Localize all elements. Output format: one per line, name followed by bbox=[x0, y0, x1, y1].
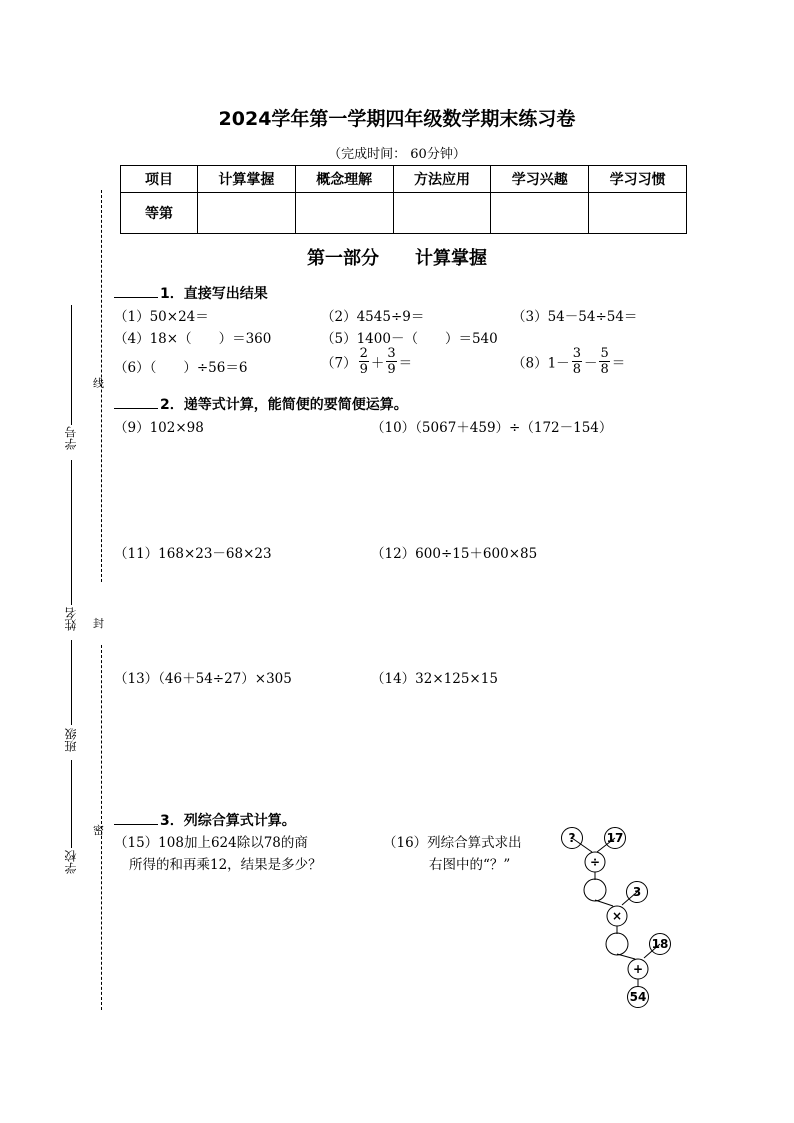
margin-mark-mi: 密 bbox=[93, 824, 104, 837]
q7-suffix: ＝ bbox=[398, 355, 413, 372]
empty-node bbox=[606, 933, 628, 955]
empty-node bbox=[584, 879, 606, 901]
header-cell-habit: 学习习惯 bbox=[589, 166, 687, 193]
section3-title-text: 3．列综合算式计算。 bbox=[160, 813, 296, 829]
operation-diagram bbox=[555, 822, 685, 1014]
class-line bbox=[71, 640, 72, 725]
question-12: （12）600÷15＋600×85 bbox=[371, 546, 538, 562]
score-table bbox=[120, 165, 687, 234]
header-cell-method: 方法应用 bbox=[393, 166, 491, 193]
question-10: （10）（5067＋459）÷（172－154） bbox=[371, 420, 613, 436]
question-3: （3）54－54÷54＝ bbox=[512, 309, 638, 325]
q8-fraction-2 bbox=[599, 346, 609, 377]
grade-cell-method[interactable] bbox=[393, 193, 491, 234]
class-label: 班级 bbox=[64, 728, 78, 752]
question-13: （13）（46＋54÷27）×305 bbox=[114, 671, 292, 687]
diagram-plus-sign: + bbox=[632, 962, 644, 976]
header-cell-item: 项目 bbox=[121, 166, 198, 193]
student-id-label: 学号 bbox=[64, 426, 78, 450]
student-id-line bbox=[71, 305, 72, 425]
page-title: 2024学年第一学期四年级数学期末练习卷 bbox=[218, 108, 576, 130]
grade-cell-habit[interactable] bbox=[589, 193, 687, 234]
question-7 bbox=[321, 346, 412, 377]
diagram-number-18: 18 bbox=[651, 937, 669, 951]
section2-title bbox=[114, 394, 408, 414]
q8-f1-num: 3 bbox=[572, 346, 581, 361]
diagram-multiply-sign: × bbox=[611, 909, 623, 923]
q8-prefix: （8）1－ bbox=[512, 355, 570, 372]
q7-f1-num: 2 bbox=[359, 346, 368, 361]
question-16-line1: （16）列综合算式求出 bbox=[383, 835, 522, 851]
q8-suffix: ＝ bbox=[611, 355, 626, 372]
question-11: （11）168×23－68×23 bbox=[114, 546, 272, 562]
q7-op: ＋ bbox=[370, 355, 385, 372]
name-label: 姓名 bbox=[64, 607, 78, 631]
question-5: （5）1400－（ ）＝540 bbox=[321, 331, 498, 347]
q7-fraction-2 bbox=[386, 346, 396, 377]
q7-f1-den: 9 bbox=[359, 362, 368, 377]
question-15-line1: （15）108加上624除以78的商 bbox=[114, 835, 308, 851]
question-6: （6）（ ）÷56＝6 bbox=[114, 360, 248, 376]
question-16-line2: 右图中的“？” bbox=[429, 857, 511, 873]
grade-cell-concept[interactable] bbox=[295, 193, 393, 234]
grade-cell-calc[interactable] bbox=[198, 193, 296, 234]
q8-f2-den: 8 bbox=[600, 362, 609, 377]
grade-cell-interest[interactable] bbox=[491, 193, 589, 234]
section1-title-text: 1．直接写出结果 bbox=[160, 286, 268, 302]
q7-prefix: （7） bbox=[321, 355, 357, 372]
margin-mark-xian: 线 bbox=[93, 377, 104, 390]
header-cell-interest: 学习兴趣 bbox=[491, 166, 589, 193]
q7-fraction-1 bbox=[359, 346, 369, 377]
school-label: 学校 bbox=[64, 850, 78, 874]
question-15-line2: 所得的和再乘12，结果是多少？ bbox=[129, 857, 322, 873]
row-label-grade: 等第 bbox=[121, 193, 198, 234]
part1-title: 第一部分 计算掌握 bbox=[307, 248, 487, 269]
margin-mark-feng: 封 bbox=[93, 617, 104, 630]
question-8 bbox=[512, 346, 625, 377]
section3-title bbox=[114, 810, 296, 830]
name-line bbox=[71, 460, 72, 605]
q7-f2-num: 3 bbox=[387, 346, 396, 361]
q8-fraction-1 bbox=[572, 346, 582, 377]
diagram-number-17: 17 bbox=[606, 831, 624, 845]
q8-f1-den: 8 bbox=[572, 362, 581, 377]
header-cell-concept: 概念理解 bbox=[295, 166, 393, 193]
question-2: （2）4545÷9＝ bbox=[321, 309, 425, 325]
question-9: （9）102×98 bbox=[114, 420, 204, 436]
school-line bbox=[71, 760, 72, 848]
question-1: （1）50×24＝ bbox=[114, 309, 209, 325]
diagram-question-mark: ? bbox=[568, 831, 576, 845]
q8-f2-num: 5 bbox=[600, 346, 609, 361]
section2-title-text: 2．递等式计算，能简便的要简便运算。 bbox=[160, 397, 408, 413]
diagram-divide-sign: ÷ bbox=[589, 855, 601, 869]
q8-op: － bbox=[583, 355, 598, 372]
diagram-number-3: 3 bbox=[632, 885, 642, 899]
question-14: （14）32×125×15 bbox=[371, 671, 498, 687]
section1-title bbox=[114, 283, 268, 303]
time-limit: （完成时间： 60分钟） bbox=[328, 147, 466, 162]
score-blank[interactable] bbox=[114, 285, 158, 298]
question-4: （4）18×（ ）＝360 bbox=[114, 331, 272, 347]
q7-f2-den: 9 bbox=[387, 362, 396, 377]
diagram-result-54: 54 bbox=[629, 990, 647, 1004]
header-cell-calc: 计算掌握 bbox=[198, 166, 296, 193]
score-blank[interactable] bbox=[114, 812, 158, 825]
score-blank[interactable] bbox=[114, 396, 158, 409]
